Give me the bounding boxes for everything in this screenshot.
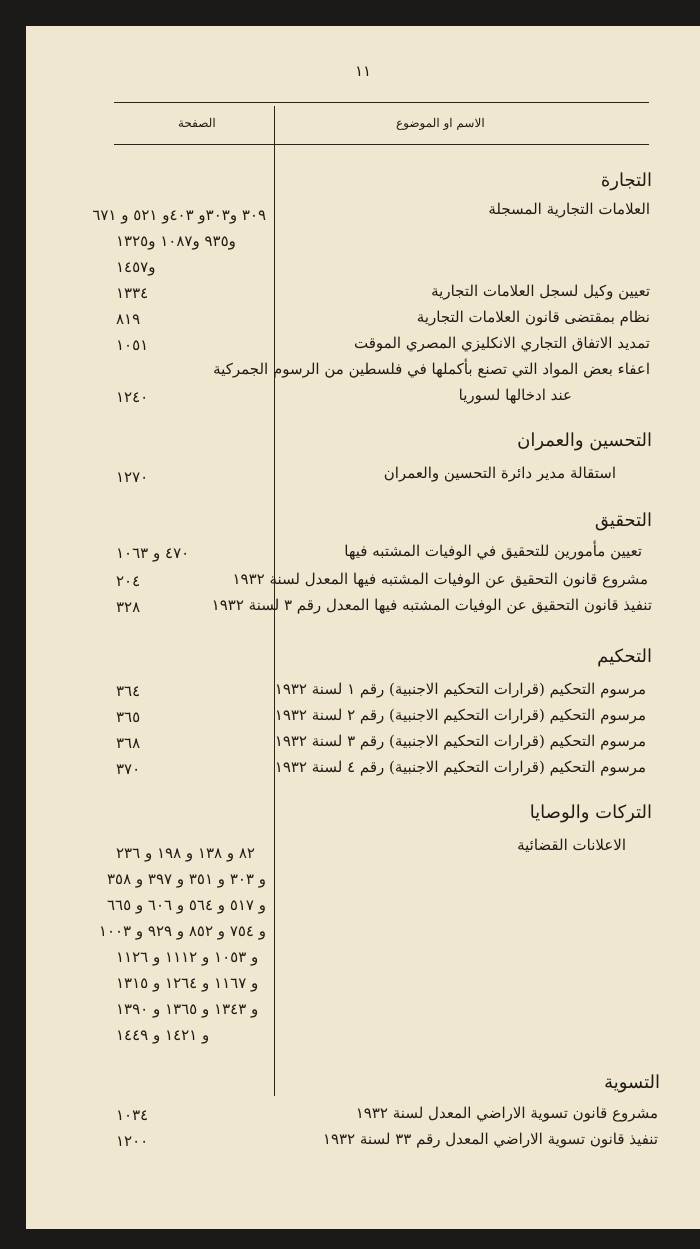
entry-pages: و ١١٦٧ و ١٢٦٤ و ١٣١٥ <box>116 974 259 992</box>
entry-pages: و ٧٥٤ و ٨٥٢ و ٩٢٩ و ١٠٠٣ <box>98 922 266 940</box>
index-entry: مرسوم التحكيم (قرارات التحكيم الاجنبية) رقم ١ لسنة ١٩٣٢ <box>274 680 646 698</box>
index-entry: مرسوم التحكيم (قرارات التحكيم الاجنبية) رقم ٤ لسنة ١٩٣٢ <box>274 758 646 776</box>
header-page-label: الصفحة <box>178 116 216 130</box>
entry-pages: ٢٠٤ <box>116 572 141 590</box>
header-subject-label: الاسم او الموضوع <box>396 116 485 130</box>
entry-pages: ٤٧٠ و ١٠٦٣ <box>116 544 190 562</box>
section-title-arbitration: التحكيم <box>597 646 652 667</box>
index-entry: تعيين وكيل لسجل العلامات التجارية <box>431 282 650 300</box>
entry-pages: و ١٤٢١ و ١٤٤٩ <box>116 1026 210 1044</box>
entry-pages: ٣٦٨ <box>116 734 141 752</box>
entry-pages: و ١٠٥٣ و ١١١٢ و ١١٢٦ <box>116 948 259 966</box>
entry-pages: ١٠٥١ <box>116 336 149 354</box>
index-page <box>26 26 700 1229</box>
entry-pages: و ٥١٧ و ٥٦٤ و ٦٠٦ و ٦٦٥ <box>106 896 266 914</box>
index-entry: نظام بمقتضى قانون العلامات التجارية <box>416 308 650 326</box>
entry-pages: ٣٢٨ <box>116 598 141 616</box>
section-title-estates: التركات والوصايا <box>529 802 652 823</box>
header-bottom-rule <box>114 144 649 145</box>
section-title-improvement: التحسين والعمران <box>517 430 652 451</box>
entry-pages: ١٢٧٠ <box>116 468 149 486</box>
index-entry: تنفيذ قانون التحقيق عن الوفيات المشتبه فيها المعدل رقم ٣ لسنة ١٩٣٢ <box>211 596 652 614</box>
index-entry: الاعلانات القضائية <box>517 836 626 854</box>
index-entry: تمديد الاتفاق التجاري الانكليزي المصري الموقت <box>354 334 650 352</box>
entry-pages: ٣٠٩ و٣٠٣و ٤٠٣و ٥٢١ و ٦٧١ <box>92 206 266 224</box>
entry-pages: ١٢٠٠ <box>116 1132 149 1150</box>
header-top-rule <box>114 102 649 103</box>
index-entry: اعفاء بعض المواد التي تصنع بأكملها في فلسطين من الرسوم الجمركية <box>213 360 650 378</box>
index-entry: مرسوم التحكيم (قرارات التحكيم الاجنبية) رقم ٣ لسنة ١٩٣٢ <box>274 732 646 750</box>
entry-pages: ٣٧٠ <box>116 760 141 778</box>
entry-pages: و١٤٥٧ <box>116 258 156 276</box>
entry-pages: و ١٣٤٣ و ١٣٦٥ و ١٣٩٠ <box>116 1000 259 1018</box>
index-entry: مشروع قانون تسوية الاراضي المعدل لسنة ١٩٣٢ <box>355 1104 658 1122</box>
index-entry: تنفيذ قانون تسوية الاراضي المعدل رقم ٣٣ لسنة ١٩٣٢ <box>322 1130 658 1148</box>
section-title-settlement: التسوية <box>604 1072 660 1093</box>
entry-pages: ١٢٤٠ <box>116 388 149 406</box>
entry-pages: و٩٣٥ و١٠٨٧ و١٣٢٥ <box>116 232 236 250</box>
page-number: ١١ <box>354 62 372 80</box>
index-entry: تعيين مأمورين للتحقيق في الوفيات المشتبه فيها <box>344 542 642 560</box>
entry-pages: ٣٦٥ <box>116 708 141 726</box>
entry-pages: ٨٢ و ١٣٨ و ١٩٨ و ٢٣٦ <box>116 844 255 862</box>
index-entry: مشروع قانون التحقيق عن الوفيات المشتبه فيها المعدل لسنة ١٩٣٢ <box>232 570 648 588</box>
entry-pages: ١٠٣٤ <box>116 1106 149 1124</box>
index-entry: مرسوم التحكيم (قرارات التحكيم الاجنبية) رقم ٢ لسنة ١٩٣٢ <box>274 706 646 724</box>
entry-pages: ٨١٩ <box>116 310 141 328</box>
entry-pages: و ٣٠٣ و ٣٥١ و ٣٩٧ و ٣٥٨ <box>106 870 266 888</box>
section-title-trade: التجارة <box>600 170 652 191</box>
entry-pages: ٣٦٤ <box>116 682 141 700</box>
section-title-inquiry: التحقيق <box>594 510 652 531</box>
index-entry: العلامات التجارية المسجلة <box>488 200 650 218</box>
entry-pages: ١٣٣٤ <box>116 284 149 302</box>
index-entry: استقالة مدير دائرة التحسين والعمران <box>383 464 616 482</box>
index-entry-continuation: عند ادخالها لسوريا <box>458 386 572 404</box>
